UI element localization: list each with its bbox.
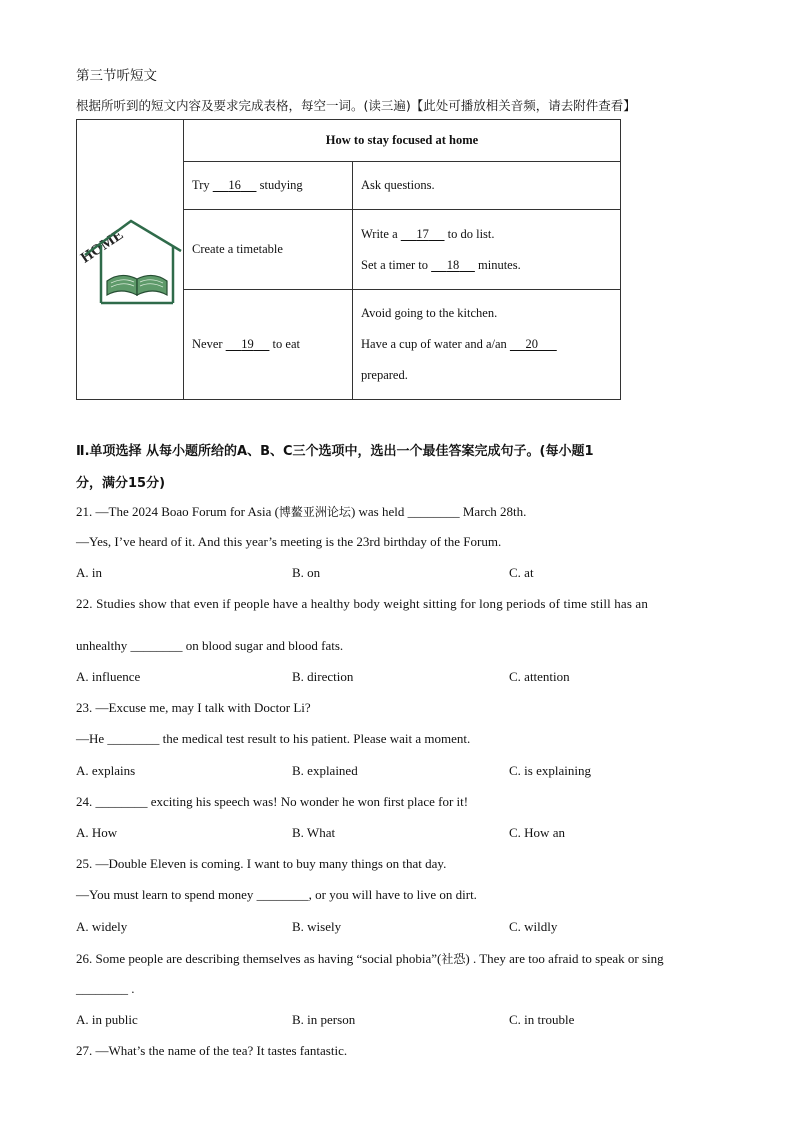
part2-title-line1: Ⅱ.单项选择 从每小题所给的A、B、C三个选项中，选出一个最佳答案完成句子。(每小题1	[76, 444, 594, 459]
row2-col2: Write a 17 to do list. Set a timer to 18 minutes.	[353, 210, 621, 290]
q25-option-b[interactable]: B. wisely	[292, 919, 342, 934]
q25-option-a[interactable]: A. widely	[76, 919, 128, 934]
q26-line1: 26. Some people are describing themselves as having “social phobia”(社恐) . They are too afraid to speak or sing	[76, 951, 664, 966]
q21-option-c[interactable]: C. at	[509, 565, 534, 580]
listening-table	[76, 119, 621, 400]
q26-line2: ________ .	[76, 981, 135, 996]
q23-option-b[interactable]: B. explained	[292, 763, 358, 778]
q21-option-a[interactable]: A. in	[76, 565, 102, 580]
q23-option-c[interactable]: C. is explaining	[509, 763, 591, 778]
q26-option-c[interactable]: C. in trouble	[509, 1012, 575, 1027]
blank-16[interactable]: 16	[228, 178, 241, 192]
home-logo-text: HOME	[78, 226, 127, 267]
q25-option-c[interactable]: C. wildly	[509, 919, 558, 934]
q23-line1: 23. —Excuse me, may I talk with Doctor Li?	[76, 700, 311, 715]
q23-option-a[interactable]: A. explains	[76, 763, 136, 778]
q27-line1: 27. —What’s the name of the tea? It tastes fantastic.	[76, 1043, 348, 1058]
q24-line1: 24. ________ exciting his speech was! No wonder he won first place for it!	[76, 794, 469, 809]
home-book-icon	[77, 203, 183, 313]
q26-option-b[interactable]: B. in person	[292, 1012, 356, 1027]
q21-line2: —Yes, I’ve heard of it. And this year’s meeting is the 23rd birthday of the Forum.	[76, 534, 502, 549]
row2-col1: Create a timetable	[184, 210, 353, 290]
blank-20[interactable]: 20	[525, 337, 539, 351]
section-title: 第三节听短文	[76, 68, 157, 84]
q22-line2: unhealthy ________ on blood sugar and blood fats.	[76, 638, 344, 653]
q24-option-b[interactable]: B. What	[292, 825, 336, 840]
q21-line1: 21. —The 2024 Boao Forum for Asia (博鳌亚洲论坛) was held ________ March 28th.	[76, 504, 527, 519]
q26-option-a[interactable]: A. in public	[76, 1012, 138, 1027]
table-header: How to stay focused at home	[184, 120, 621, 162]
q24-option-c[interactable]: C. How an	[509, 825, 565, 840]
blank-19[interactable]: 19	[241, 337, 254, 351]
q22-option-c[interactable]: C. attention	[509, 669, 570, 684]
part2-title-line2: 分，满分15分)	[76, 476, 166, 491]
q25-line2: —You must learn to spend money ________, or you will have to live on dirt.	[76, 887, 477, 902]
row3-col2: Avoid going to the kitchen. Have a cup of water and a/an 20 prepared.	[353, 290, 621, 400]
q25-line1: 25. —Double Eleven is coming. I want to buy many things on that day.	[76, 856, 447, 871]
q24-option-a[interactable]: A. How	[76, 825, 118, 840]
q22-option-a[interactable]: A. influence	[76, 669, 141, 684]
q22-option-b[interactable]: B. direction	[292, 669, 354, 684]
section-instruction: 根据所听到的短文内容及要求完成表格，每空一词。(读三遍)【此处可播放相关音频，请去附件查看】	[76, 98, 636, 113]
blank-17[interactable]: 17	[416, 226, 429, 241]
row3-col1: Never 19 to eat	[184, 290, 353, 400]
row1-col1: Try 16 studying	[184, 162, 353, 210]
home-logo-cell	[77, 120, 184, 400]
row1-col2: Ask questions.	[353, 162, 621, 210]
blank-18[interactable]: 18	[446, 257, 460, 272]
q21-option-b[interactable]: B. on	[292, 565, 321, 580]
q23-line2: —He ________ the medical test result to his patient. Please wait a moment.	[76, 731, 471, 746]
q22-line1: 22. Studies show that even if people have a healthy body weight sitting for long periods of time still has an	[76, 596, 648, 611]
